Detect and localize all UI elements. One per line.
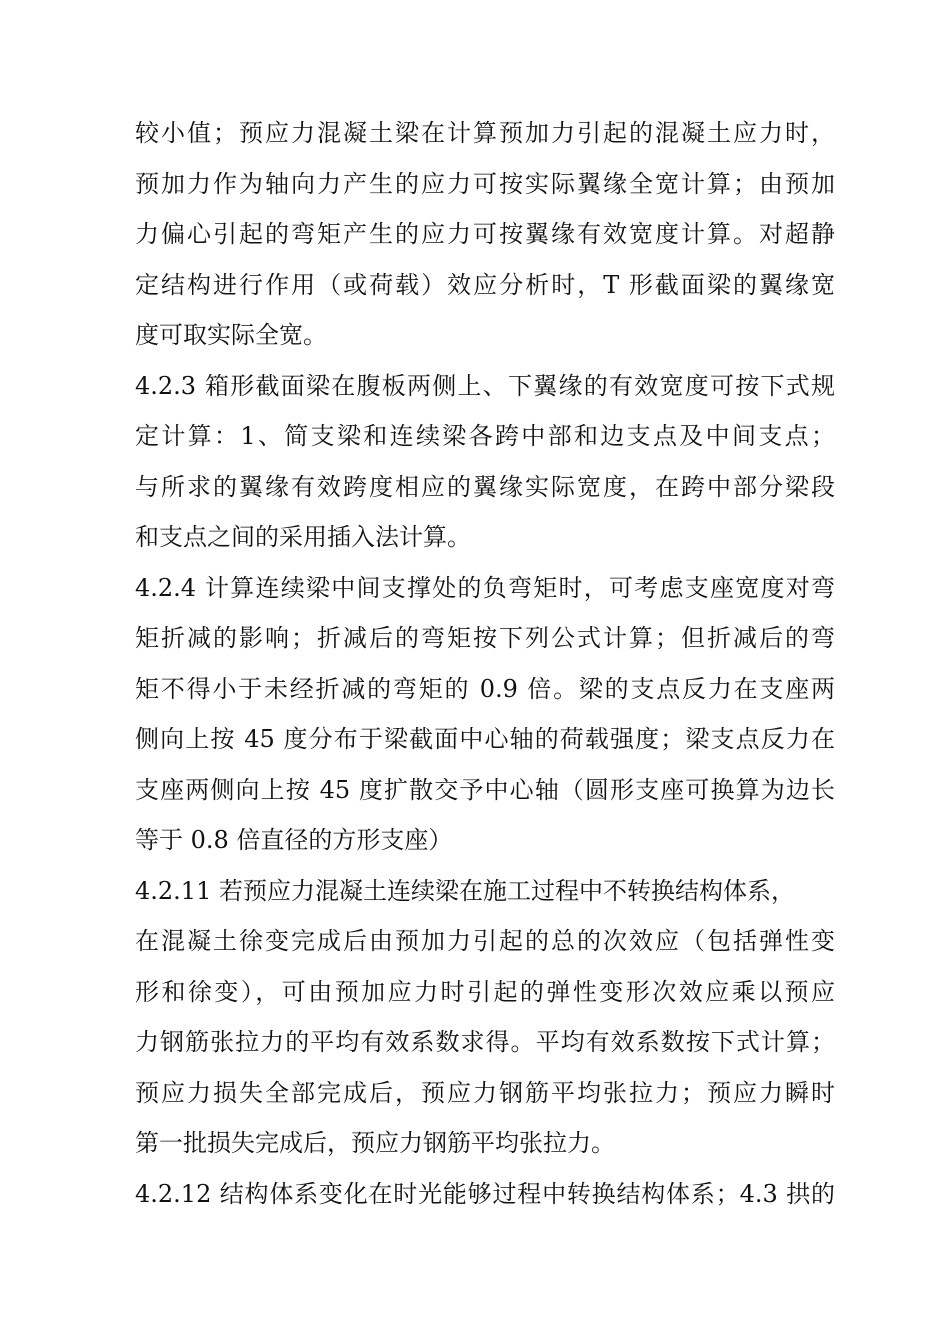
text-line: 4.2.12 结构体系变化在时光能够过程中转换结构体系；4.3 拱的 (135, 1179, 835, 1208)
text-line: 形和徐变），可由预加应力时引起的弹性变形次效应乘以预应 (135, 977, 835, 1006)
paragraph-1 (135, 108, 835, 361)
text-line: 等于 0.8 倍直径的方形支座） (135, 826, 453, 854)
text-line: 力钢筋张拉力的平均有效系数求得。平均有效系数按下式计算； (135, 1028, 835, 1056)
text-line: 定结构进行作用（或荷载）效应分析时，T 形截面梁的翼缘宽 (135, 270, 835, 299)
text-line: 矩不得小于未经折减的弯矩的 0.9 倍。梁的支点反力在支座两 (135, 674, 835, 703)
paragraph-4-2-3 (135, 361, 835, 563)
text-line: 第一批损失完成后，预应力钢筋平均张拉力。 (135, 1129, 615, 1157)
text-line: 4.2.11 若预应力混凝土连续梁在施工过程中不转换结构体系， (135, 876, 795, 905)
text-line: 侧向上按 45 度分布于梁截面中心轴的荷载强度；梁支点反力在 (135, 725, 835, 753)
text-line: 定计算：1、简支梁和连续梁各跨中部和边支点及中间支点； (135, 422, 835, 450)
text-line: 较小值；预应力混凝土梁在计算预加力引起的混凝土应力时， (135, 119, 835, 147)
text-line: 支座两侧向上按 45 度扩散交予中心轴（圆形支座可换算为边长 (135, 775, 835, 804)
text-line: 与所求的翼缘有效跨度相应的翼缘实际宽度，在跨中部分梁段 (135, 472, 835, 501)
paragraph-4-2-12 (135, 1169, 835, 1220)
document-page (135, 108, 835, 1219)
text-line: 预加力作为轴向力产生的应力可按实际翼缘全宽计算；由预加 (135, 169, 835, 198)
text-line: 力偏心引起的弯矩产生的应力可按翼缘有效宽度计算。对超静 (135, 220, 835, 248)
text-line: 4.2.4 计算连续梁中间支撑处的负弯矩时，可考虑支座宽度对弯 (135, 573, 835, 602)
paragraph-4-2-4 (135, 563, 835, 866)
text-line: 度可取实际全宽。 (135, 321, 327, 349)
text-line: 预应力损失全部完成后，预应力钢筋平均张拉力；预应力瞬时 (135, 1078, 835, 1107)
paragraph-4-2-11 (135, 866, 835, 1169)
text-line: 矩折减的影响；折减后的弯矩按下列公式计算；但折减后的弯 (135, 624, 835, 652)
text-line: 4.2.3 箱形截面梁在腹板两侧上、下翼缘的有效宽度可按下式规 (135, 371, 835, 400)
text-line: 在混凝土徐变完成后由预加力引起的总的次效应（包括弹性变 (135, 927, 835, 955)
text-line: 和支点之间的采用插入法计算。 (135, 523, 471, 551)
